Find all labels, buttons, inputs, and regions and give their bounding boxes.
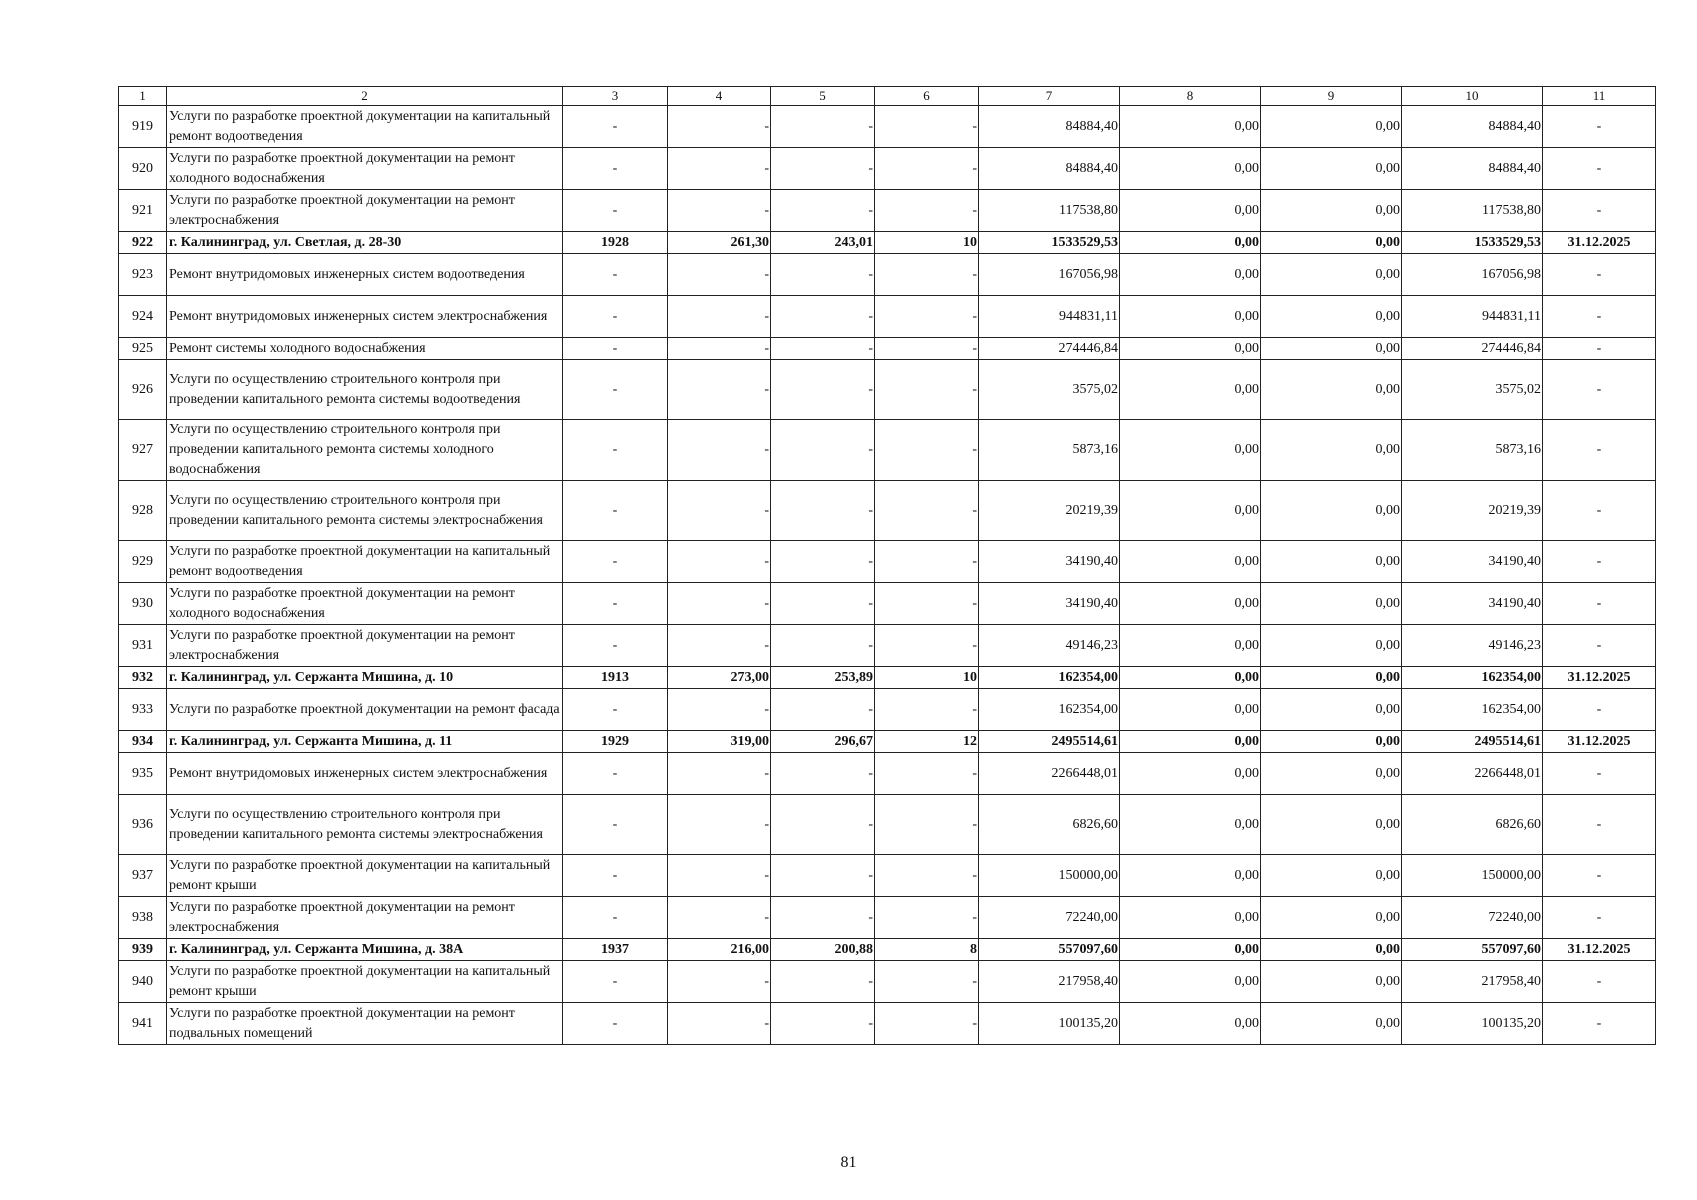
build-year-cell: 1937 (563, 939, 668, 961)
row-number: 928 (119, 481, 167, 541)
federal-funds-cell: 0,00 (1120, 583, 1261, 625)
row-number: 936 (119, 795, 167, 855)
column-header: 3 (563, 87, 668, 106)
total-cost-cell: 944831,11 (979, 296, 1120, 338)
build-year-cell: - (563, 190, 668, 232)
regional-funds-cell: 0,00 (1261, 106, 1402, 148)
federal-funds-cell: 0,00 (1120, 753, 1261, 795)
work-description: Услуги по разработке проектной документации на ремонт подвальных помещений (167, 1003, 563, 1045)
row-number: 937 (119, 855, 167, 897)
completion-date-cell: - (1543, 897, 1656, 939)
regional-funds-cell: 0,00 (1261, 897, 1402, 939)
regional-funds-cell: 0,00 (1261, 731, 1402, 753)
row-number: 933 (119, 689, 167, 731)
total-cost-cell: 5873,16 (979, 420, 1120, 481)
work-description: Услуги по разработке проектной документации на ремонт электроснабжения (167, 625, 563, 667)
total-cost-cell: 20219,39 (979, 481, 1120, 541)
residential-area-cell: - (771, 961, 875, 1003)
build-year-cell: - (563, 625, 668, 667)
residents-count-cell: - (875, 897, 979, 939)
federal-funds-cell: 0,00 (1120, 689, 1261, 731)
column-header: 9 (1261, 87, 1402, 106)
regional-funds-cell: 0,00 (1261, 795, 1402, 855)
table-row (119, 855, 1656, 897)
total-area-cell: - (668, 190, 771, 232)
residents-count-cell: - (875, 541, 979, 583)
completion-date-cell: - (1543, 795, 1656, 855)
residential-area-cell: - (771, 753, 875, 795)
residents-count-cell: 8 (875, 939, 979, 961)
residential-area-cell: - (771, 481, 875, 541)
build-year-cell: - (563, 753, 668, 795)
residential-area-cell: - (771, 583, 875, 625)
column-number-row (119, 87, 1656, 106)
federal-funds-cell: 0,00 (1120, 625, 1261, 667)
regional-funds-cell: 0,00 (1261, 481, 1402, 541)
owners-funds-cell: 557097,60 (1402, 939, 1543, 961)
total-area-cell: - (668, 541, 771, 583)
total-area-cell: - (668, 753, 771, 795)
owners-funds-cell: 3575,02 (1402, 360, 1543, 420)
total-cost-cell: 2495514,61 (979, 731, 1120, 753)
residential-area-cell: - (771, 420, 875, 481)
work-description: г. Калининград, ул. Сержанта Мишина, д. 38А (167, 939, 563, 961)
regional-funds-cell: 0,00 (1261, 541, 1402, 583)
total-area-cell: 273,00 (668, 667, 771, 689)
owners-funds-cell: 162354,00 (1402, 689, 1543, 731)
work-description: Услуги по разработке проектной документации на ремонт электроснабжения (167, 897, 563, 939)
address-row (119, 232, 1656, 254)
work-description: Услуги по осуществлению строительного контроля при проведении капитального ремонта системы водоотведения (167, 360, 563, 420)
regional-funds-cell: 0,00 (1261, 148, 1402, 190)
completion-date-cell: 31.12.2025 (1543, 939, 1656, 961)
total-cost-cell: 557097,60 (979, 939, 1120, 961)
build-year-cell: - (563, 420, 668, 481)
table-row (119, 420, 1656, 481)
residential-area-cell: - (771, 296, 875, 338)
completion-date-cell: - (1543, 753, 1656, 795)
row-number: 934 (119, 731, 167, 753)
build-year-cell: - (563, 795, 668, 855)
build-year-cell: - (563, 583, 668, 625)
residential-area-cell: - (771, 360, 875, 420)
federal-funds-cell: 0,00 (1120, 190, 1261, 232)
total-area-cell: 261,30 (668, 232, 771, 254)
residents-count-cell: - (875, 148, 979, 190)
regional-funds-cell: 0,00 (1261, 360, 1402, 420)
work-description: Услуги по разработке проектной документации на капитальный ремонт водоотведения (167, 106, 563, 148)
completion-date-cell: - (1543, 481, 1656, 541)
completion-date-cell: 31.12.2025 (1543, 232, 1656, 254)
table-row (119, 753, 1656, 795)
total-cost-cell: 34190,40 (979, 541, 1120, 583)
residents-count-cell: 10 (875, 667, 979, 689)
build-year-cell: - (563, 338, 668, 360)
residents-count-cell: - (875, 689, 979, 731)
row-number: 919 (119, 106, 167, 148)
regional-funds-cell: 0,00 (1261, 296, 1402, 338)
federal-funds-cell: 0,00 (1120, 667, 1261, 689)
completion-date-cell: - (1543, 961, 1656, 1003)
table-row (119, 689, 1656, 731)
total-cost-cell: 162354,00 (979, 667, 1120, 689)
regional-funds-cell: 0,00 (1261, 583, 1402, 625)
table-row (119, 961, 1656, 1003)
owners-funds-cell: 5873,16 (1402, 420, 1543, 481)
residents-count-cell: - (875, 360, 979, 420)
residents-count-cell: - (875, 481, 979, 541)
total-area-cell: - (668, 360, 771, 420)
column-header: 6 (875, 87, 979, 106)
owners-funds-cell: 84884,40 (1402, 106, 1543, 148)
table-row (119, 296, 1656, 338)
completion-date-cell: - (1543, 338, 1656, 360)
residential-area-cell: - (771, 689, 875, 731)
work-description: Услуги по осуществлению строительного контроля при проведении капитального ремонта системы холодного водоснабжения (167, 420, 563, 481)
total-area-cell: - (668, 961, 771, 1003)
residents-count-cell: - (875, 961, 979, 1003)
completion-date-cell: - (1543, 360, 1656, 420)
total-area-cell: - (668, 296, 771, 338)
table-row (119, 1003, 1656, 1045)
residential-area-cell: - (771, 541, 875, 583)
regional-funds-cell: 0,00 (1261, 855, 1402, 897)
residential-area-cell: 200,88 (771, 939, 875, 961)
regional-funds-cell: 0,00 (1261, 232, 1402, 254)
residential-area-cell: - (771, 338, 875, 360)
address-row (119, 939, 1656, 961)
federal-funds-cell: 0,00 (1120, 731, 1261, 753)
table-row (119, 795, 1656, 855)
table-row (119, 148, 1656, 190)
total-area-cell: - (668, 855, 771, 897)
column-header: 8 (1120, 87, 1261, 106)
regional-funds-cell: 0,00 (1261, 961, 1402, 1003)
completion-date-cell: - (1543, 254, 1656, 296)
work-description: Услуги по осуществлению строительного контроля при проведении капитального ремонта системы электроснабжения (167, 795, 563, 855)
build-year-cell: - (563, 296, 668, 338)
row-number: 938 (119, 897, 167, 939)
row-number: 924 (119, 296, 167, 338)
completion-date-cell: - (1543, 1003, 1656, 1045)
total-cost-cell: 1533529,53 (979, 232, 1120, 254)
work-description: Услуги по разработке проектной документации на капитальный ремонт крыши (167, 961, 563, 1003)
work-description: г. Калининград, ул. Сержанта Мишина, д. 11 (167, 731, 563, 753)
regional-funds-cell: 0,00 (1261, 190, 1402, 232)
federal-funds-cell: 0,00 (1120, 296, 1261, 338)
residential-area-cell: - (771, 795, 875, 855)
address-row (119, 731, 1656, 753)
column-header: 10 (1402, 87, 1543, 106)
total-cost-cell: 117538,80 (979, 190, 1120, 232)
build-year-cell: - (563, 855, 668, 897)
owners-funds-cell: 49146,23 (1402, 625, 1543, 667)
column-header: 4 (668, 87, 771, 106)
work-description: Услуги по разработке проектной документации на ремонт холодного водоснабжения (167, 148, 563, 190)
residents-count-cell: - (875, 106, 979, 148)
residents-count-cell: - (875, 254, 979, 296)
regional-funds-cell: 0,00 (1261, 689, 1402, 731)
work-description: Услуги по разработке проектной документации на капитальный ремонт водоотведения (167, 541, 563, 583)
build-year-cell: - (563, 148, 668, 190)
owners-funds-cell: 84884,40 (1402, 148, 1543, 190)
federal-funds-cell: 0,00 (1120, 481, 1261, 541)
owners-funds-cell: 2266448,01 (1402, 753, 1543, 795)
residential-area-cell: - (771, 254, 875, 296)
table-row (119, 625, 1656, 667)
federal-funds-cell: 0,00 (1120, 897, 1261, 939)
total-cost-cell: 72240,00 (979, 897, 1120, 939)
completion-date-cell: - (1543, 190, 1656, 232)
residential-area-cell: 253,89 (771, 667, 875, 689)
residential-area-cell: 243,01 (771, 232, 875, 254)
build-year-cell: - (563, 481, 668, 541)
regional-funds-cell: 0,00 (1261, 338, 1402, 360)
owners-funds-cell: 162354,00 (1402, 667, 1543, 689)
federal-funds-cell: 0,00 (1120, 148, 1261, 190)
residents-count-cell: 12 (875, 731, 979, 753)
owners-funds-cell: 34190,40 (1402, 541, 1543, 583)
total-area-cell: - (668, 795, 771, 855)
owners-funds-cell: 944831,11 (1402, 296, 1543, 338)
total-cost-cell: 84884,40 (979, 148, 1120, 190)
owners-funds-cell: 117538,80 (1402, 190, 1543, 232)
residential-area-cell: - (771, 106, 875, 148)
total-cost-cell: 150000,00 (979, 855, 1120, 897)
total-area-cell: - (668, 1003, 771, 1045)
total-cost-cell: 217958,40 (979, 961, 1120, 1003)
residential-area-cell: - (771, 1003, 875, 1045)
work-description: Услуги по осуществлению строительного контроля при проведении капитального ремонта системы электроснабжения (167, 481, 563, 541)
regional-funds-cell: 0,00 (1261, 1003, 1402, 1045)
row-number: 927 (119, 420, 167, 481)
total-cost-cell: 162354,00 (979, 689, 1120, 731)
residents-count-cell: - (875, 190, 979, 232)
completion-date-cell: - (1543, 583, 1656, 625)
work-description: г. Калининград, ул. Светлая, д. 28-30 (167, 232, 563, 254)
regional-funds-cell: 0,00 (1261, 939, 1402, 961)
row-number: 941 (119, 1003, 167, 1045)
total-area-cell: - (668, 148, 771, 190)
total-area-cell: - (668, 583, 771, 625)
federal-funds-cell: 0,00 (1120, 961, 1261, 1003)
total-area-cell: - (668, 689, 771, 731)
row-number: 939 (119, 939, 167, 961)
residents-count-cell: - (875, 625, 979, 667)
federal-funds-cell: 0,00 (1120, 939, 1261, 961)
owners-funds-cell: 1533529,53 (1402, 232, 1543, 254)
federal-funds-cell: 0,00 (1120, 795, 1261, 855)
residential-area-cell: - (771, 148, 875, 190)
table-row (119, 254, 1656, 296)
completion-date-cell: - (1543, 106, 1656, 148)
row-number: 931 (119, 625, 167, 667)
residents-count-cell: - (875, 296, 979, 338)
total-area-cell: - (668, 625, 771, 667)
row-number: 940 (119, 961, 167, 1003)
federal-funds-cell: 0,00 (1120, 855, 1261, 897)
build-year-cell: - (563, 106, 668, 148)
total-area-cell: - (668, 481, 771, 541)
row-number: 922 (119, 232, 167, 254)
row-number: 926 (119, 360, 167, 420)
column-header: 1 (119, 87, 167, 106)
regional-funds-cell: 0,00 (1261, 420, 1402, 481)
residential-area-cell: - (771, 897, 875, 939)
work-description: Ремонт внутридомовых инженерных систем электроснабжения (167, 753, 563, 795)
owners-funds-cell: 6826,60 (1402, 795, 1543, 855)
row-number: 935 (119, 753, 167, 795)
build-year-cell: - (563, 689, 668, 731)
total-cost-cell: 274446,84 (979, 338, 1120, 360)
table-row (119, 481, 1656, 541)
row-number: 930 (119, 583, 167, 625)
work-description: Услуги по разработке проектной документации на ремонт электроснабжения (167, 190, 563, 232)
work-description: Услуги по разработке проектной документации на ремонт фасада (167, 689, 563, 731)
federal-funds-cell: 0,00 (1120, 254, 1261, 296)
build-year-cell: - (563, 360, 668, 420)
federal-funds-cell: 0,00 (1120, 106, 1261, 148)
total-cost-cell: 34190,40 (979, 583, 1120, 625)
completion-date-cell: - (1543, 296, 1656, 338)
build-year-cell: - (563, 897, 668, 939)
column-header: 11 (1543, 87, 1656, 106)
table-row (119, 583, 1656, 625)
owners-funds-cell: 274446,84 (1402, 338, 1543, 360)
row-number: 932 (119, 667, 167, 689)
residents-count-cell: 10 (875, 232, 979, 254)
build-year-cell: - (563, 254, 668, 296)
table-row (119, 338, 1656, 360)
completion-date-cell: - (1543, 148, 1656, 190)
total-area-cell: 319,00 (668, 731, 771, 753)
completion-date-cell: - (1543, 689, 1656, 731)
total-area-cell: - (668, 420, 771, 481)
work-description: Ремонт системы холодного водоснабжения (167, 338, 563, 360)
residential-area-cell: - (771, 190, 875, 232)
residential-area-cell: - (771, 855, 875, 897)
total-area-cell: 216,00 (668, 939, 771, 961)
federal-funds-cell: 0,00 (1120, 541, 1261, 583)
column-header: 7 (979, 87, 1120, 106)
table-row (119, 897, 1656, 939)
build-year-cell: - (563, 961, 668, 1003)
row-number: 921 (119, 190, 167, 232)
completion-date-cell: - (1543, 855, 1656, 897)
row-number: 929 (119, 541, 167, 583)
completion-date-cell: - (1543, 625, 1656, 667)
residential-area-cell: 296,67 (771, 731, 875, 753)
row-number: 920 (119, 148, 167, 190)
work-description: Ремонт внутридомовых инженерных систем водоотведения (167, 254, 563, 296)
residents-count-cell: - (875, 753, 979, 795)
owners-funds-cell: 2495514,61 (1402, 731, 1543, 753)
federal-funds-cell: 0,00 (1120, 360, 1261, 420)
build-year-cell: 1929 (563, 731, 668, 753)
federal-funds-cell: 0,00 (1120, 338, 1261, 360)
build-year-cell: 1913 (563, 667, 668, 689)
total-cost-cell: 6826,60 (979, 795, 1120, 855)
total-area-cell: - (668, 254, 771, 296)
residents-count-cell: - (875, 795, 979, 855)
owners-funds-cell: 72240,00 (1402, 897, 1543, 939)
page-number: 81 (840, 1154, 857, 1171)
owners-funds-cell: 217958,40 (1402, 961, 1543, 1003)
completion-date-cell: 31.12.2025 (1543, 731, 1656, 753)
column-header: 5 (771, 87, 875, 106)
owners-funds-cell: 34190,40 (1402, 583, 1543, 625)
table-row (119, 360, 1656, 420)
regional-funds-cell: 0,00 (1261, 753, 1402, 795)
work-description: Услуги по разработке проектной документации на ремонт холодного водоснабжения (167, 583, 563, 625)
total-cost-cell: 84884,40 (979, 106, 1120, 148)
build-year-cell: - (563, 541, 668, 583)
capital-repair-table (118, 86, 1656, 1045)
table-row (119, 190, 1656, 232)
address-row (119, 667, 1656, 689)
regional-funds-cell: 0,00 (1261, 254, 1402, 296)
work-description: Услуги по разработке проектной документации на капитальный ремонт крыши (167, 855, 563, 897)
build-year-cell: 1928 (563, 232, 668, 254)
total-cost-cell: 2266448,01 (979, 753, 1120, 795)
owners-funds-cell: 100135,20 (1402, 1003, 1543, 1045)
regional-funds-cell: 0,00 (1261, 625, 1402, 667)
owners-funds-cell: 150000,00 (1402, 855, 1543, 897)
completion-date-cell: 31.12.2025 (1543, 667, 1656, 689)
row-number: 923 (119, 254, 167, 296)
residents-count-cell: - (875, 855, 979, 897)
table-row (119, 106, 1656, 148)
table-row (119, 541, 1656, 583)
total-cost-cell: 49146,23 (979, 625, 1120, 667)
residents-count-cell: - (875, 420, 979, 481)
regional-funds-cell: 0,00 (1261, 667, 1402, 689)
owners-funds-cell: 20219,39 (1402, 481, 1543, 541)
column-header: 2 (167, 87, 563, 106)
residents-count-cell: - (875, 1003, 979, 1045)
federal-funds-cell: 0,00 (1120, 232, 1261, 254)
residents-count-cell: - (875, 338, 979, 360)
residents-count-cell: - (875, 583, 979, 625)
residential-area-cell: - (771, 625, 875, 667)
total-cost-cell: 100135,20 (979, 1003, 1120, 1045)
federal-funds-cell: 0,00 (1120, 420, 1261, 481)
work-description: г. Калининград, ул. Сержанта Мишина, д. 10 (167, 667, 563, 689)
total-cost-cell: 167056,98 (979, 254, 1120, 296)
completion-date-cell: - (1543, 420, 1656, 481)
total-area-cell: - (668, 897, 771, 939)
row-number: 925 (119, 338, 167, 360)
total-area-cell: - (668, 338, 771, 360)
owners-funds-cell: 167056,98 (1402, 254, 1543, 296)
build-year-cell: - (563, 1003, 668, 1045)
completion-date-cell: - (1543, 541, 1656, 583)
total-area-cell: - (668, 106, 771, 148)
federal-funds-cell: 0,00 (1120, 1003, 1261, 1045)
total-cost-cell: 3575,02 (979, 360, 1120, 420)
work-description: Ремонт внутридомовых инженерных систем электроснабжения (167, 296, 563, 338)
